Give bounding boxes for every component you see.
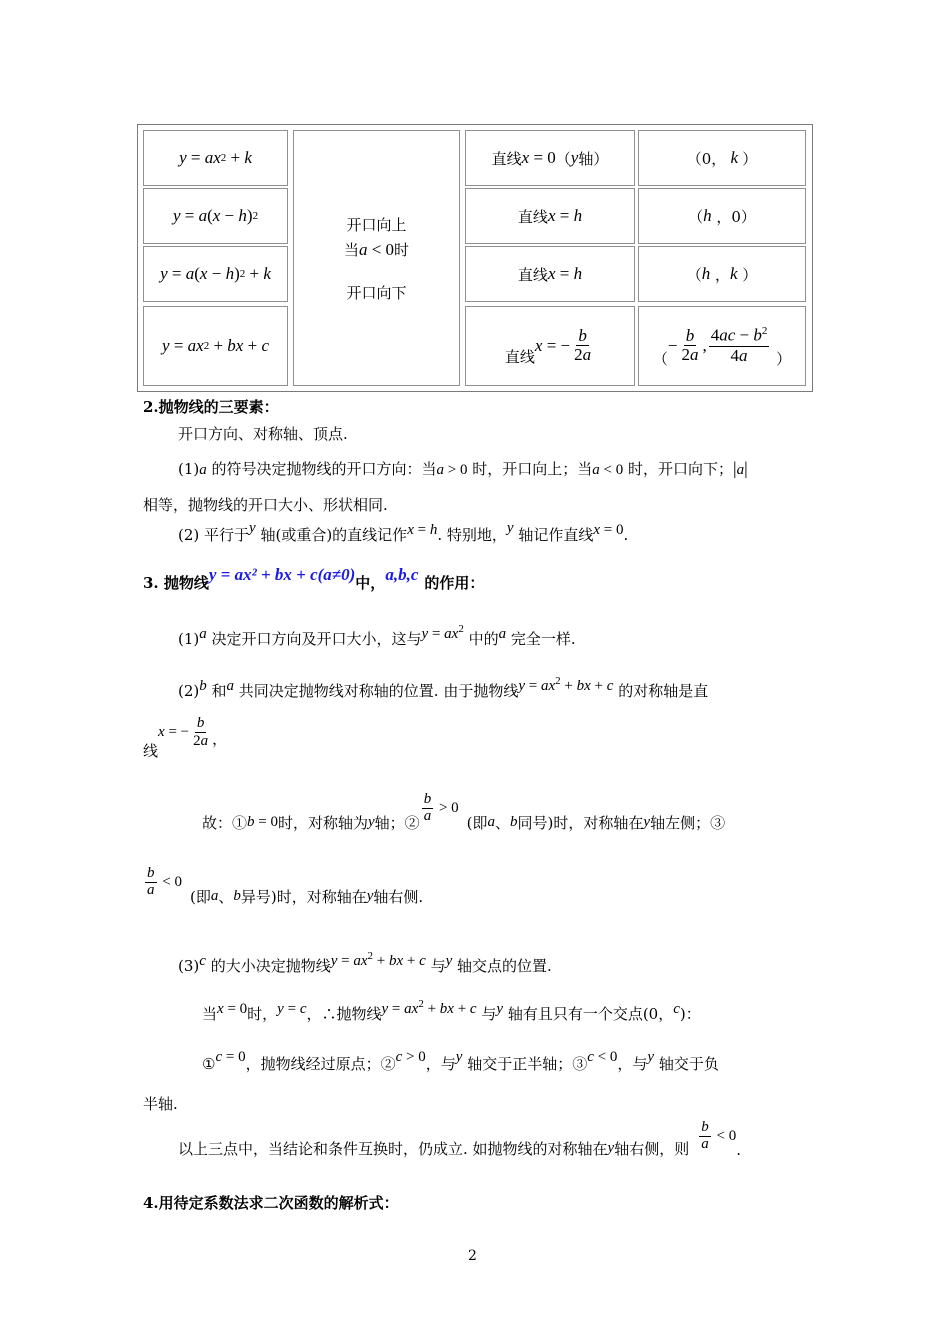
formula-cell: y = a ( x − h ) 2 + k (143, 246, 288, 302)
section-3-point3-line2: 当x = 0时，y = c，∴抛物线$y = ax^2$ + bx + c 与y 轴有且只有一个交点(0，c)： (202, 998, 701, 1023)
section-2-point1: (1)a 的符号决定抛物线的开口方向：当a > 0 时，开口向上；当a < 0 时，开口向下；|a| (178, 458, 748, 478)
page-number: 2 (468, 1248, 477, 1264)
section-2-heading: 2.抛物线的三要素： (143, 398, 279, 416)
axis-cell: 直线 x = h (465, 188, 635, 244)
vertex-cell: （0， k ） (638, 130, 806, 186)
vertex-cell: （ − $\frac{b}{2a}$ , $\frac{4ac - b^2}{4a}$ ） (638, 306, 806, 386)
formula-cell: y = a ( x − h ) 2 (143, 188, 288, 244)
axis-cell: 直线 x = − $\frac{b}{2a}$ (465, 306, 635, 386)
vertex-cell: （ h ， k ） (638, 246, 806, 302)
opening-down-text: 开口向下 (346, 283, 407, 302)
section-3-point3-cases: ①c = 0，抛物线经过原点；②c > 0，与y 轴交于正半轴；③c < 0，与y 轴交于负 (202, 1049, 719, 1073)
section-3-point1: (1)a 决定开口方向及开口大小，这与$y = ax^2$ 中的a 完全一样. (178, 623, 576, 648)
section-3-axis-formula: 线 x = − $\frac{b}{2a}$ ， (143, 715, 228, 761)
formula-cell: y = ax 2 + bx + c (143, 306, 288, 386)
section-3-conclusion: 以上三点中，当结论和条件互换时，仍成立. 如抛物线的对称轴在 y 轴右侧，则 $\frac{b}{a}$ < 0 . (178, 1119, 741, 1160)
opening-up-text: 开口向上 (346, 215, 407, 234)
section-4-heading: 4.用待定系数法求二次函数的解析式： (143, 1194, 399, 1212)
section-3-axis-case3: $\frac{b}{a}$ < 0 (即 a 、 b 异号)时，对称轴在 y 轴右侧. (147, 865, 424, 906)
section-3-point3: (3)c 的大小决定抛物线$y = ax^2$ + bx + c 与y 轴交点的位置. (178, 950, 552, 975)
section-3-axis-cases: 故：① b = 0 时，对称轴为 y 轴；② $\frac{b}{a}$ > 0 (即 a 、 b 同号)时，对称轴在 y 轴左侧；③ (202, 791, 726, 832)
opening-direction-cell (293, 130, 460, 386)
section-3-formula: y = ax² + bx + c(a≠0) (208, 565, 356, 584)
section-3-point2: (2)b 和a 共同决定抛物线对称轴的位置. 由于抛物线$y = ax^2$ + bx + c 的对称轴是直 (178, 675, 709, 700)
vertex-cell: （ h ，0） (638, 188, 806, 244)
section-3-point3-cont: 半轴. (143, 1095, 178, 1113)
formula-cell: y = ax 2 + k (143, 130, 288, 186)
section-3-heading: 3. 抛物线y = ax² + bx + c(a≠0)中，a,b,c 的作用： (143, 565, 485, 592)
section-2-point1-cont: 相等，抛物线的开口大小、形状相同. (143, 496, 388, 514)
properties-table (137, 124, 813, 392)
axis-cell: 直线 x = 0 （ y 轴） (465, 130, 635, 186)
section-2-point2: (2) 平行于y 轴(或重合)的直线记作x = h. 特别地，y 轴记作直线x = 0. (178, 520, 629, 544)
section-2-line1: 开口方向、对称轴、顶点. (178, 425, 348, 443)
axis-cell: 直线 x = h (465, 246, 635, 302)
condition-line: 当a < 0时 (343, 239, 410, 259)
